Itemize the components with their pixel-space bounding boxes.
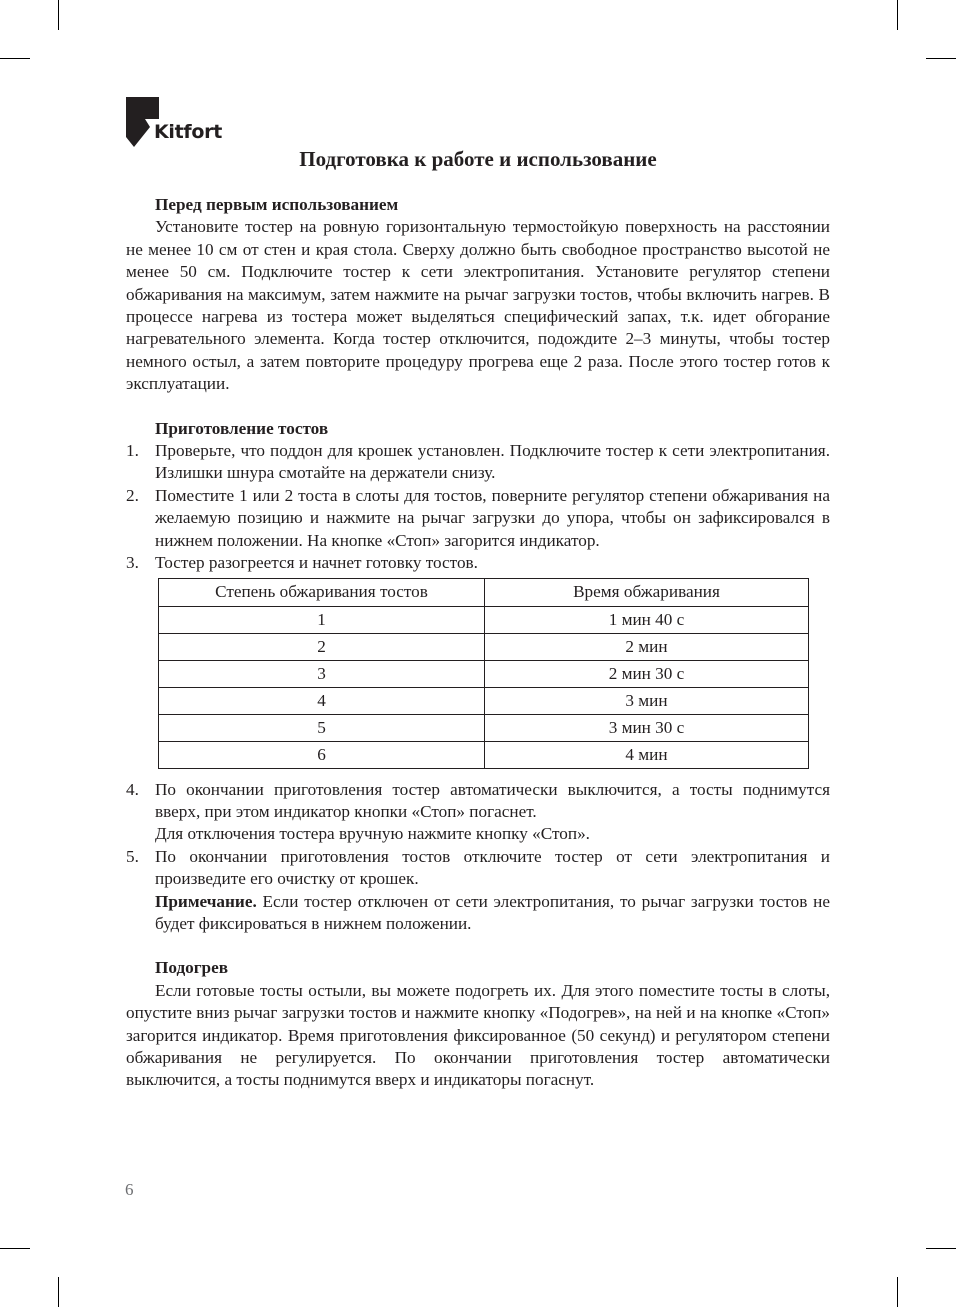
cell-time: 3 мин [485, 687, 809, 714]
table-row [159, 714, 809, 741]
column-header-level: Степень обжаривания тостов [159, 578, 485, 606]
step-number: 2. [126, 485, 139, 505]
step-text: Тостер разогреется и начнет готовку тостов. [155, 553, 478, 573]
column-header-time: Время обжаривания [485, 578, 809, 606]
cell-level: 2 [159, 633, 485, 660]
page-number: 6 [125, 1180, 134, 1199]
section-making-toast [126, 418, 830, 936]
step-item [126, 552, 830, 574]
crop-mark-top-right-horizontal [926, 58, 956, 59]
cell-time: 4 мин [485, 741, 809, 768]
step-number: 5. [126, 846, 139, 866]
step-text: Поместите 1 или 2 тоста в слоты для тостов, поверните регулятор степени обжаривания на желаемую позицию и нажмите на рычаг загрузки до упора, чтобы он зафиксировался в нижнем положении. На кнопке «Стоп» загорится индикатор. [155, 485, 830, 550]
section-paragraph: Если готовые тосты остыли, вы можете подогреть их. Для этого поместите тосты в слоты, опустите вниз рычаг загрузки тостов и нажмите кнопку «Подогрев», на ней и на кнопке «Стоп» загорится индикатор. Время приготовления фиксированное (50 секунд) и регулятором степени обжаривания не регулируется. По окончании приготовления тостер автоматически выключится, а тосты поднимутся вверх и индикаторы погаснут. [126, 980, 830, 1090]
table-row [159, 606, 809, 633]
toasting-time-table [158, 578, 809, 769]
cell-time: 2 мин 30 с [485, 660, 809, 687]
table-row [159, 741, 809, 768]
table-row [159, 660, 809, 687]
cell-level: 3 [159, 660, 485, 687]
table-row [159, 687, 809, 714]
note-text: Если тостер отключен от сети электропитания, то рычаг загрузки тостов не будет фиксироваться в нижнем положении. [155, 891, 830, 933]
cell-level: 6 [159, 741, 485, 768]
cell-level: 4 [159, 687, 485, 714]
crop-mark-bottom-left-horizontal [0, 1248, 30, 1249]
section-reheat [126, 957, 830, 1091]
step-item [126, 440, 830, 485]
cell-time: 2 мин [485, 633, 809, 660]
step-extra-text: Для отключения тостера вручную нажмите кнопку «Стоп». [155, 824, 590, 844]
step-number: 4. [126, 779, 139, 799]
cell-time: 1 мин 40 с [485, 606, 809, 633]
step-item [126, 779, 830, 846]
step-text: По окончании приготовления тостов отключите тостер от сети электропитания и произведите его очистку от крошек. [155, 846, 830, 889]
section-heading: Приготовление тостов [155, 418, 329, 438]
page-title: Подготовка к работе и использование [299, 147, 657, 171]
section-before-first-use [126, 194, 830, 396]
step-item [126, 846, 830, 936]
crop-mark-bottom-left-vertical [58, 1277, 59, 1307]
cell-level: 1 [159, 606, 485, 633]
document-body [126, 194, 830, 1092]
crop-mark-bottom-right-horizontal [926, 1248, 956, 1249]
note-label: Примечание. [155, 891, 257, 911]
table-row [159, 633, 809, 660]
crop-mark-bottom-right-vertical [897, 1277, 898, 1307]
step-text: По окончании приготовления тостер автоматически выключится, а тосты поднимутся вверх, при этом индикатор кнопки «Стоп» погаснет. [155, 779, 830, 821]
brand-name: Kitfort [154, 121, 222, 143]
section-heading: Перед первым использованием [155, 195, 399, 214]
brand-logo [126, 97, 226, 147]
cell-level: 5 [159, 714, 485, 741]
section-paragraph: Установите тостер на ровную горизонтальную термостойкую поверхность на расстоянии не менее 10 см от стен и края стола. Сверху должно быть свободное пространство высотой не менее 50 см. Подключите тостер к сети электропитания. Установите регулятор степени обжаривания на максимум, затем нажмите на рычаг загрузки тостов, чтобы включить нагрев. В процессе нагрева из тостера может выделяться специфический запах, т.к. идет обгорание нагревательного элемента. Когда тостер отключится, подождите 2–3 минуты, чтобы тостер немного остыл, а затем повторите процедуру прогрева еще 2 раза. После этого тостер готов к эксплуатации. [126, 217, 830, 394]
section-heading: Подогрев [155, 958, 229, 978]
steps-list [126, 440, 830, 574]
step-text: Проверьте, что поддон для крошек установлен. Подключите тостер к сети электропитания. Излишки шнура смотайте на держатели снизу. [155, 441, 830, 483]
crop-mark-top-left-horizontal [0, 58, 30, 59]
crop-mark-top-left-vertical [58, 0, 59, 30]
steps-list-continued [126, 779, 830, 936]
step-number: 3. [126, 553, 139, 573]
step-number: 1. [126, 441, 139, 461]
crop-mark-top-right-vertical [897, 0, 898, 30]
cell-time: 3 мин 30 с [485, 714, 809, 741]
table-header-row [159, 578, 809, 606]
step-item [126, 485, 830, 552]
